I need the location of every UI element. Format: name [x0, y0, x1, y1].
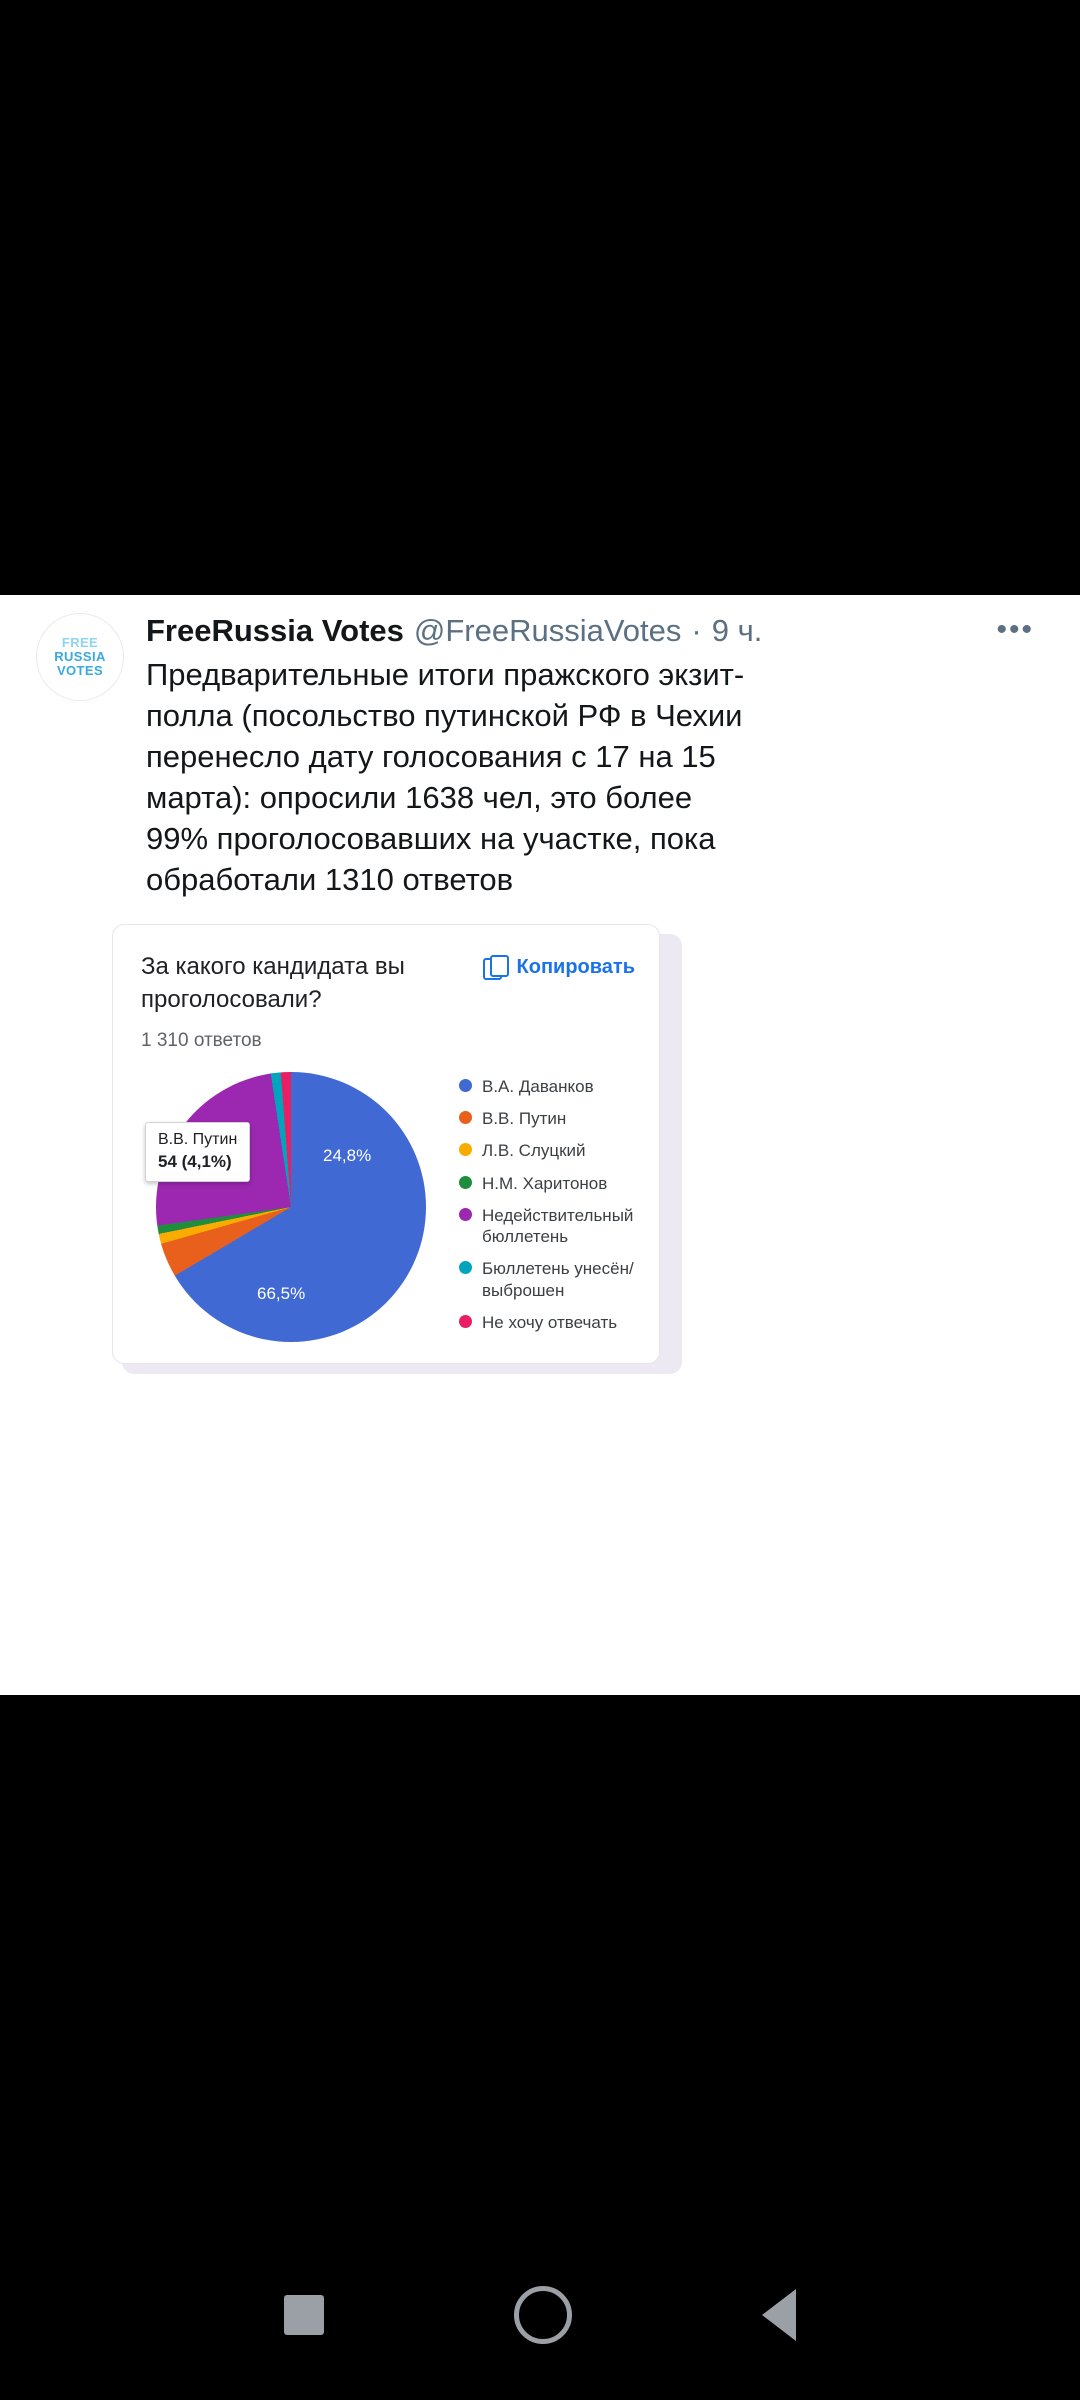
poll-card [112, 924, 660, 1364]
tweet-header [0, 613, 1080, 900]
avatar-line-3: VOTES [56, 663, 104, 679]
poll-result-embed[interactable] [112, 924, 672, 1364]
legend-color-swatch [459, 1111, 472, 1124]
legend-color-swatch [459, 1143, 472, 1156]
recents-icon[interactable] [284, 2295, 324, 2335]
tweet-card [0, 595, 1080, 1695]
legend-item [459, 1173, 660, 1194]
legend-label: Н.М. Харитонов [482, 1173, 608, 1193]
meta-separator: · [691, 613, 702, 648]
account-display-name[interactable]: FreeRussia Votes [146, 613, 404, 648]
legend-label: В.В. Путин [482, 1109, 567, 1128]
pie-graphic [151, 1062, 441, 1352]
avatar-line-2: RUSSIA [54, 648, 106, 664]
legend-item [459, 1108, 660, 1129]
copy-button-label: Копировать [516, 955, 635, 978]
tweet-timestamp[interactable]: 9 ч. [711, 613, 763, 648]
tooltip-title: В.В. Путин [158, 1130, 238, 1148]
avatar[interactable] [36, 613, 124, 701]
pie-slice-label-davankov: 66,5% [257, 1283, 306, 1303]
pie-slice-label-invalid: 24,8% [323, 1145, 372, 1165]
legend-color-swatch [459, 1208, 472, 1221]
legend-label: Бюллетень унесён/выброшен [482, 1259, 634, 1300]
chart-legend [459, 1076, 660, 1344]
home-icon[interactable] [514, 2286, 572, 2344]
legend-item [459, 1205, 660, 1248]
back-icon[interactable] [762, 2289, 796, 2341]
legend-label: Недействительный бюллетень [482, 1205, 634, 1246]
android-navigation-bar [0, 2230, 1080, 2400]
poll-question: За какого кандидата вы проголосовали? [141, 953, 405, 1013]
pie-chart [141, 1058, 635, 1358]
legend-item [459, 1076, 660, 1097]
tweet-meta-row [146, 613, 1040, 649]
legend-label: Не хочу отвечать [482, 1312, 618, 1332]
legend-label: Л.В. Слуцкий [482, 1141, 586, 1161]
responses-count: 1 310 ответов [141, 1029, 262, 1051]
pie-tooltip [145, 1122, 250, 1183]
legend-item [459, 1140, 660, 1161]
legend-item [459, 1258, 660, 1301]
legend-color-swatch [459, 1176, 472, 1189]
tooltip-value: 54 (4,1%) [158, 1151, 232, 1171]
poll-question-row [141, 951, 635, 1015]
copy-button[interactable] [483, 951, 635, 979]
avatar-line-1: FREE [61, 634, 99, 650]
account-handle[interactable]: @FreeRussiaVotes [413, 613, 682, 648]
legend-label: В.А. Даванков [482, 1076, 594, 1096]
legend-color-swatch [459, 1315, 472, 1328]
copy-icon [483, 955, 507, 979]
tweet-text: Предварительные итоги пражского экзит-полла (посольство путинской РФ в Чехии перенесло дату голосования с 17 на 15 марта): опросили 1638 чел, это более 99% проголосовавших на участке, пока обработали 1310 ответов [146, 657, 745, 897]
tweet-body [124, 613, 1040, 900]
legend-item [459, 1312, 660, 1333]
legend-color-swatch [459, 1261, 472, 1274]
legend-color-swatch [459, 1079, 472, 1092]
more-options-icon[interactable]: ••• [996, 613, 1034, 646]
